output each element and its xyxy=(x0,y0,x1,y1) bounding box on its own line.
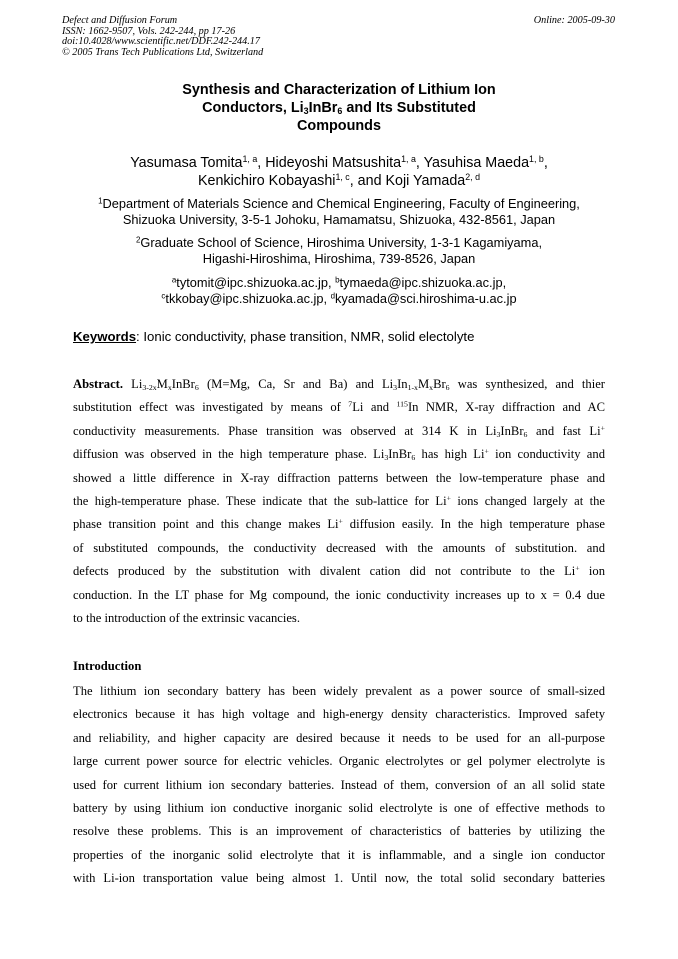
introduction-body xyxy=(73,680,605,891)
section-heading-introduction: Introduction xyxy=(73,659,142,673)
author-list xyxy=(0,154,678,190)
abstract-line: to the introduction of the extrinsic vacancies. xyxy=(73,610,300,625)
abstract-line: defects produced by the substitution with divalent cation did not contribute to the Li+ ion xyxy=(73,563,605,579)
abstract-line: diffusion was observed in the high temperature phase. $Li_3InBr_6$ has high Li+ ion conductivity and xyxy=(73,446,605,463)
intro-line: used for current lithium ion secondary batteries. Instead of them, conversion of an all solid state xyxy=(73,777,605,792)
abstract-line: substitution effect was investigated by means of $^7$Li and $^{115}$In NMR, X-ray diffraction and AC xyxy=(73,400,605,415)
intro-line: electronics because it has high voltage and high-energy density characteristics. Improved safety xyxy=(73,707,605,722)
affiliation-2: $^2$Graduate School of Science, Hiroshima University, 1-3-1 Kagamiyama, Higashi-Hiroshima, Hiroshima, 739-8526, Japan xyxy=(135,235,543,266)
abstract-line: the high-temperature phase. These indicate that the sub-lattice for Li+ ions changed largely at the xyxy=(73,493,605,508)
copyright-line: © 2005 Trans Tech Publications Ltd, Switzerland xyxy=(62,46,264,58)
intro-line: resolve these problems. This is an improvement of characteristics of batteries by utilizing the xyxy=(73,824,605,839)
issn-line: ISSN: 1662-9507, Vols. 242-244, pp 17-26 xyxy=(62,25,236,37)
email-link[interactable]: tkkobay@ipc.shizuoka.ac.jp, xyxy=(165,291,331,306)
doi-line: doi:10.4028/www.scientific.net/DDF.242-244.17 xyxy=(62,36,260,48)
keywords-text: : Ionic conductivity, phase transition, NMR, solid electolyte xyxy=(136,329,475,344)
intro-line: and reliability, and higher capacity are desired because it needs to be used for an all-purpose xyxy=(73,730,605,745)
journal-name: Defect and Diffusion Forum xyxy=(62,15,178,26)
email-link[interactable]: kyamada@sci.hiroshima-u.ac.jp xyxy=(335,291,517,306)
affiliation-1: $^1$Department of Materials Science and Chemical Engineering, Faculty of Engineering, Shizuoka University, 3-5-1 Johoku, Hamamatsu, Shizuoka, 432-8561, Japan xyxy=(98,196,580,227)
author-line-1: Yasumasa Tomita$^{1, a}$, Hideyoshi Matsushita$^{1, a}$, Yasuhisa Maeda$^{1, b}$, xyxy=(130,154,548,171)
author-emails: $^a$tytomit@ipc.shizuoka.ac.jp, $^b$tymaeda@ipc.shizuoka.ac.jp, $^c$tkkobay@ipc.shizuoka.ac.jp, $^d$kyamada@sci.hiroshima-u.ac.jp xyxy=(161,275,517,306)
abstract-line: Abstract. $Li_{3-2x}M_xInBr_6$ (M=Mg, Ca, Sr and Ba) and $Li_3In_{1-x}M_xBr_6$ was synthesized, and thier xyxy=(73,377,605,392)
journal-header xyxy=(62,16,402,58)
intro-line: properties of the inorganic solid electrolyte that it is inflammable, and a single ion conductor xyxy=(73,847,605,862)
intro-line: large current power source for electric vehicles. Organic electrolytes or gel polymer electrolyte is xyxy=(73,754,605,769)
title-line-1: Synthesis and Characterization of Lithium Ion xyxy=(182,82,496,98)
keywords xyxy=(73,328,613,345)
abstract-line: showed a little difference in X-ray diffraction patterns between the low-temperature phase and xyxy=(73,470,605,485)
abstract-line: conductivity measurements. Phase transition was observed at 314 K in $Li_3InBr_6$ and fast Li+ xyxy=(73,423,605,439)
intro-line: The lithium ion secondary battery has been widely prevalent as a power source of small-sized xyxy=(73,684,605,698)
online-date: Online: 2005-09-30 xyxy=(533,15,615,26)
title-line-3: Compounds xyxy=(297,118,381,134)
abstract xyxy=(73,373,605,630)
abstract-line: of substituted compounds, the conductivity decreased with the amounts of substitution. and xyxy=(73,540,605,555)
paper-title xyxy=(0,81,678,135)
title-line-2: Conductors, $Li_3InBr_6$ and Its Substituted xyxy=(202,100,476,117)
abstract-line: phase transition point and this change makes Li+ diffusion easily. In the high temperature phase xyxy=(73,517,605,532)
email-link[interactable]: tytomit@ipc.shizuoka.ac.jp, xyxy=(176,275,336,290)
email-link[interactable]: tymaeda@ipc.shizuoka.ac.jp, xyxy=(339,275,507,290)
intro-line: battery by using lithium ion conductive inorganic solid electrolyte is one of effective methods to xyxy=(73,800,605,815)
author-line-2: Kenkichiro Kobayashi$^{1, c}$, and Koji Yamada$^{2, d}$ xyxy=(197,172,481,189)
intro-line: with Li-ion transportation value being almost 1. Until now, the total solid secondary batteries xyxy=(73,871,605,886)
abstract-line: conduction. In the LT phase for Mg compound, the ionic conductivity increases up to x = 0.4 due xyxy=(73,587,605,602)
keywords-label: Keywords xyxy=(73,329,137,344)
